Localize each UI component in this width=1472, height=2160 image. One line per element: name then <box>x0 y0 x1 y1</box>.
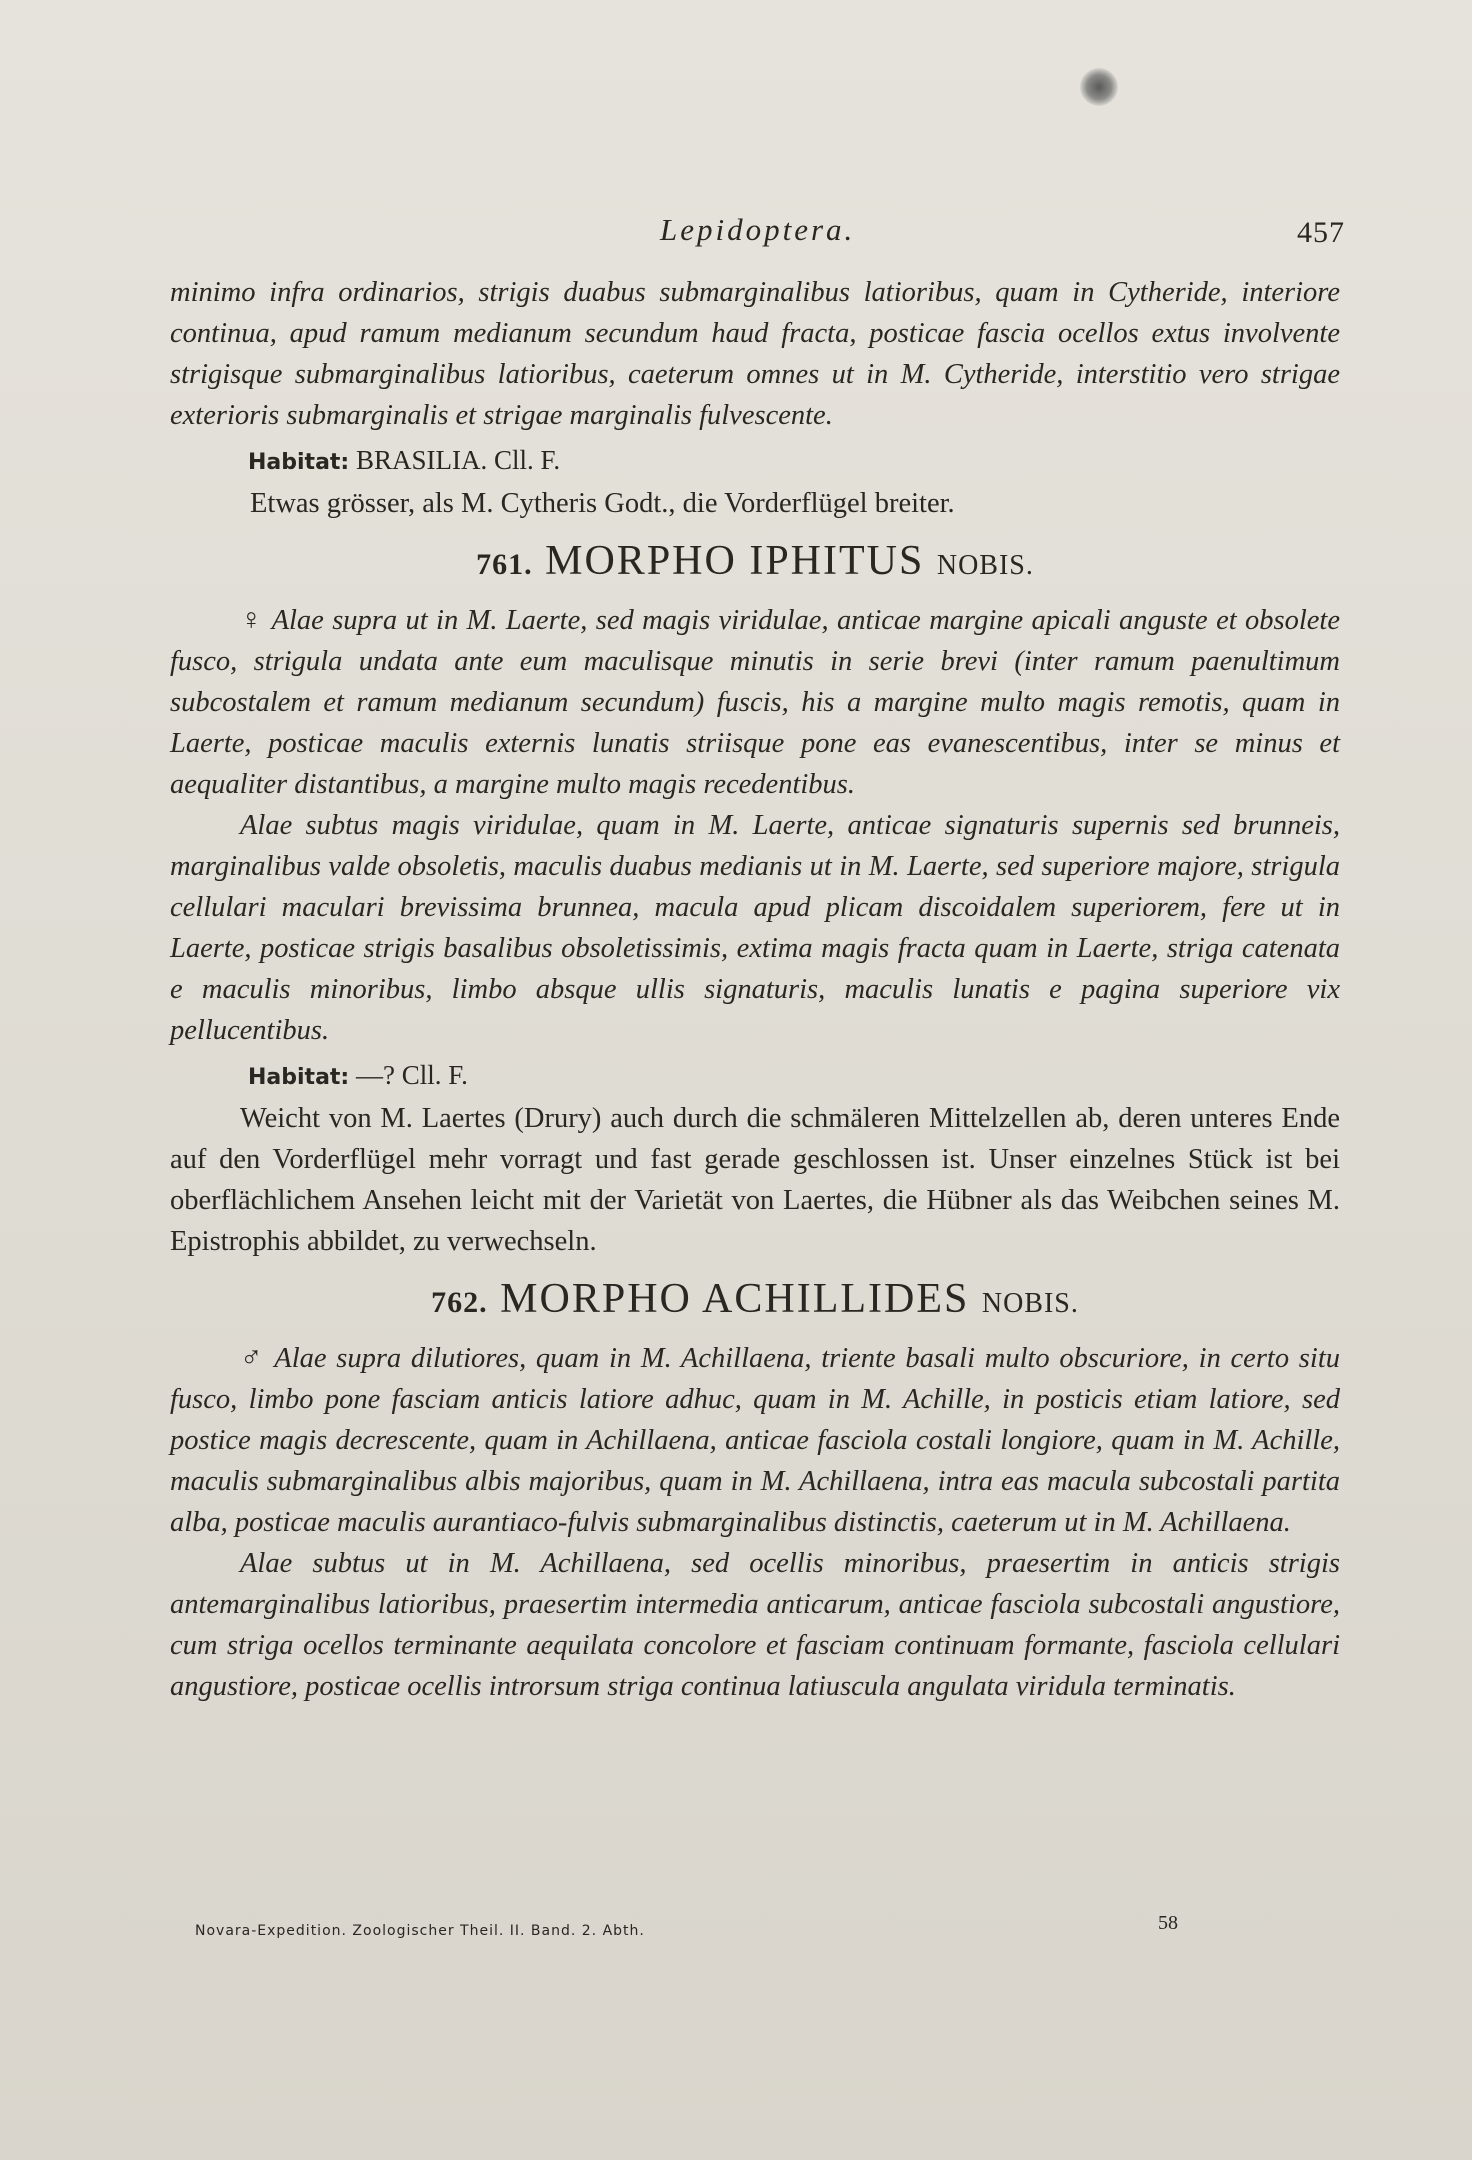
page-body <box>170 272 1340 1707</box>
continued-latin-description: minimo infra ordinarios, strigis duabus submarginalibus latioribus, quam in Cytheride, interiore continua, apud ramum medianum secundum haud fracta, posticae fascia ocellos extus involvente strigisque submarginalibus latioribus, caeterum omnes ut in M. Cytheride, interstitio vero strigae exterioris submarginalis et strigae marginalis fulvescente. <box>170 277 1340 431</box>
habitat-line <box>248 1055 1340 1098</box>
habitat-line <box>248 440 1340 483</box>
latin-description-subtus: Alae subtus magis viridulae, quam in M. Laerte, anticae signaturis supernis sed brunneis, marginalibus valde obsoletis, maculis duabus medianis ut in M. Laerte, sed superiore majore, strigula cellulari maculari brevissima brunnea, macula apud plicam discoidalem superiorem, fere ut in Laerte, posticae strigis basalibus obsoletissimis, extima magis fracta quam in Laerte, striga catenata e maculis minoribus, limbo absque ullis signaturis, maculis lunatis e pagina superiore vix pellucentibus. <box>170 810 1340 1046</box>
running-title: Lepidoptera. <box>660 212 856 247</box>
species-name: MORPHO IPHITUS <box>545 538 925 584</box>
page-header <box>170 212 1345 262</box>
male-symbol: ♂ <box>240 1341 266 1374</box>
habitat-value: BRASILIA. Cll. F. <box>355 445 561 475</box>
species-author: NOBIS. <box>981 1288 1079 1319</box>
species-name: MORPHO ACHILLIDES <box>500 1276 970 1322</box>
german-note: Etwas grösser, als M. Cytheris Godt., die Vorderflügel breiter. <box>250 488 955 519</box>
german-note: Weicht von M. Laertes (Drury) auch durch die schmäleren Mittelzellen ab, deren unteres Ende auf den Vorderflügel mehr vorragt und fast gerade geschlossen ist. Unser einzelnes Stück ist bei oberflächlichem Ansehen leicht mit der Varietät von Laertes, die Hübner als das Weibchen seines M. Epistrophis abbildet, zu verwechseln. <box>170 1103 1340 1257</box>
species-number: 762. <box>431 1286 488 1319</box>
habitat-label: Habitat: <box>248 1065 350 1090</box>
latin-description-supra <box>170 599 1340 805</box>
species-heading-761 <box>170 534 1340 593</box>
latin-description-subtus: Alae subtus ut in M. Achillaena, sed ocellis minoribus, praesertim in anticis strigis antemarginalibus latioribus, praesertim intermedia anticarum, anticae fasciola subcostali angustiore, cum striga ocellos terminante aequilata concolore et fasciam continuam formante, fasciola cellulari angustiore, posticae ocellis introrsum striga continua latiuscula angulata viridula terminatis. <box>170 1548 1340 1702</box>
species-number: 761. <box>476 548 533 581</box>
habitat-label: Habitat: <box>248 450 350 475</box>
latin-description-supra <box>170 1337 1340 1543</box>
footer-imprint: Novara-Expedition. Zoologischer Theil. II. Band. 2. Abth. <box>195 1923 645 1939</box>
ink-smudge <box>1080 68 1118 106</box>
habitat-value: —? Cll. F. <box>355 1060 468 1090</box>
signature-mark: 58 <box>1158 1912 1178 1934</box>
species-author: NOBIS. <box>936 550 1034 581</box>
species-heading-762 <box>170 1272 1340 1331</box>
latin-supra-text: Alae supra ut in M. Laerte, sed magis viridulae, anticae margine apicali anguste et obsolete fusco, strigula undata ante eum maculisque minutis in serie brevi (inter ramum paenultimum subcostalem et ramum medianum secundum) fuscis, his a margine multo magis remotis, quam in Laerte, posticae maculis externis lunatis striisque pone eas evanescentibus, inter se minus et aequaliter distantibus, a margine multo magis recedentibus. <box>170 605 1340 800</box>
page-number: 457 <box>1297 216 1345 249</box>
female-symbol: ♀ <box>240 603 264 636</box>
latin-supra-text: Alae supra dilutiores, quam in M. Achillaena, triente basali multo obscuriore, in certo situ fusco, limbo pone fasciam anticis latiore adhuc, quam in M. Achille, in posticis etiam latiore, sed postice magis decrescente, quam in Achillaena, anticae fasciola costali longiore, quam in M. Achille, maculis submarginalibus albis majoribus, quam in M. Achillaena, intra eas macula subcostali partita alba, posticae maculis aurantiaco-fulvis submarginalibus distinctis, caeterum ut in M. Achillaena. <box>170 1343 1340 1538</box>
